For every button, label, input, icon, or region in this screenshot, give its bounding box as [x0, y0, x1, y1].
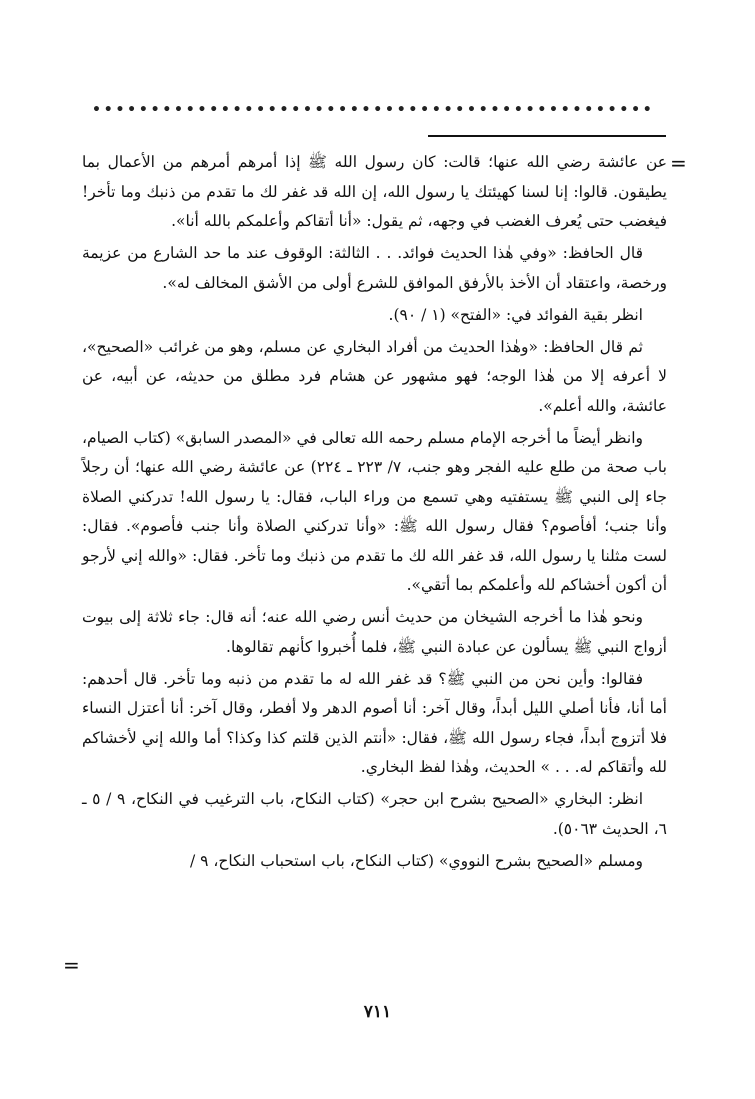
continuation-mark-bottom: = [63, 953, 80, 977]
paragraph: انظر: البخاري «الصحيح بشرح ابن حجر» (كتاب النكاح، باب الترغيب في النكاح، ٩ / ٥ ـ ٦، الحديث ٥٠٦٣). [82, 790, 667, 838]
separator-dot: • [408, 102, 418, 118]
paragraph: قال الحافظ: «وفي هٰذا الحديث فوائد. . . الثالثة: الوقوف عند ما حد الشارع من عزيمة ورخصة، واعتقاد أن الأخذ بالأرفق الموافق للشرع أولى من الأشق المخالف له». [82, 244, 667, 292]
separator-dot: • [584, 102, 594, 118]
separator-dot: • [220, 102, 230, 118]
page-number: ٧١١ [363, 1002, 392, 1022]
separator-dot: • [291, 102, 301, 118]
separator-dot: • [607, 102, 617, 118]
separator-dot: • [197, 102, 207, 118]
separator-dot: • [174, 102, 183, 118]
separator-dot: • [209, 102, 219, 118]
separator-dot: • [373, 102, 383, 118]
separator-dot: • [549, 102, 558, 118]
paragraph: فقالوا: وأين نحن من النبي ﷺ؟ قد غفر الله له ما تقدم من ذنبه وما تأخر. قال أحدهم: أما أنا، فأنا أصلي الليل أبداً، وقال آخر: أنا أصوم الدهر ولا أفطر، وقال آخر: أنا أعتزل النساء فلا أتزوج أبداً، فجاء رسول الله ﷺ، فقال: «أنتم الذين قلتم كذا وكذا؟ أما والله إني لأخشاكم لله وأتقاكم له. . . » الحديث، وهٰذا لفظ البخاري. [82, 669, 667, 776]
separator-dot: • [525, 102, 535, 118]
paragraph: ثم قال الحافظ: «وهٰذا الحديث من أفراد البخاري عن مسلم، وهو من غرائب «الصحيح»، لا أعرفه إلا من هٰذا الوجه؛ فهو مشهور عن هشام فرد مطلق من حديثه، عن أبيه، عن عائشة، والله أعلم». [82, 337, 667, 415]
separator-dot: • [127, 102, 137, 118]
paragraph: وانظر أيضاً ما أخرجه الإمام مسلم رحمه الله تعالى في «المصدر السابق» (كتاب الصيام، باب صحة من طلع عليه الفجر وهو جنب، ٧/ ٢٢٣ ـ ٢٢٤) عن عائشة رضي الله عنها؛ أن رجلاً جاء إلى النبي ﷺ يستفتيه وهي تسمع من وراء الباب، فقال: يا رسول الله! تدركني الصلاة وأنا جنب؛ أفأصوم؟ فقال رسول الله ﷺ: «وأنا تدركني الصلاة وأنا جنب فأصوم». فقال: لست مثلنا يا رسول الله، قد غفر الله لك ما تقدم من ذنبك وما تأخر. فقال: «والله إني لأرجو أن أكون أخشاكم لله وأعلمكم بما أتقي». [82, 428, 667, 594]
footnote-rule [428, 135, 666, 137]
separator-dot: • [162, 102, 172, 118]
separator-dot: • [502, 102, 512, 118]
separator-dot: • [443, 102, 453, 118]
separator-dot: • [490, 102, 500, 118]
separator-dot: • [478, 102, 488, 118]
separator-dot: • [279, 102, 289, 118]
separator-dot: • [314, 102, 324, 118]
separator-dot: • [103, 102, 113, 118]
separator-dot: • [92, 102, 101, 118]
separator-dot: • [232, 102, 242, 118]
separator-dot: • [455, 102, 465, 118]
separator-dot: • [115, 102, 125, 118]
paragraph: ومسلم «الصحيح بشرح النووي» (كتاب النكاح، باب استحباب النكاح، ٩ / [189, 851, 643, 870]
separator-dot: • [326, 102, 336, 118]
separator-dot: • [642, 102, 652, 118]
separator-dot: • [138, 102, 148, 118]
separator-dot: • [560, 102, 570, 118]
footnote-text [82, 148, 667, 879]
separator-dot: • [595, 102, 605, 118]
separator-dot: • [256, 102, 266, 118]
separator-dot: • [467, 102, 476, 118]
separator-dot: • [420, 102, 430, 118]
separator-dot: • [244, 102, 254, 118]
paragraph: ونحو هٰذا ما أخرجه الشيخان من حديث أنس رضي الله عنه؛ أنه قال: جاء ثلاثة إلى بيوت أزواج النبي ﷺ يسألون عن عبادة النبي ﷺ، فلما أُخبروا كأنهم تقالوها. [82, 608, 667, 656]
dotted-separator [92, 102, 652, 122]
separator-dot: • [513, 102, 523, 118]
separator-dot: • [384, 102, 394, 118]
paragraph: عن عائشة رضي الله عنها؛ قالت: كان رسول الله ﷺ إذا أمرهم أمرهم من الأعمال بما يطيقون. قالوا: إنا لسنا كهيئتك يا رسول الله، إن الله قد غفر لك ما تقدم من ذنبك وما تأخر! فيغضب حتى يُعرف الغضب في وجهه، ثم يقول: «أنا أتقاكم وأعلمكم بالله أنا». [82, 153, 667, 230]
separator-dot: • [537, 102, 547, 118]
continuation-mark-top: = [670, 151, 687, 175]
separator-dot: • [150, 102, 160, 118]
separator-dot: • [302, 102, 312, 118]
separator-dot: • [185, 102, 195, 118]
separator-dot: • [338, 102, 348, 118]
separator-dot: • [361, 102, 371, 118]
separator-dot: • [619, 102, 629, 118]
paragraph: انظر بقية الفوائد في: «الفتح» (١ / ٩٠). [388, 305, 643, 324]
separator-dot: • [267, 102, 277, 118]
separator-dot: • [431, 102, 441, 118]
separator-dot: • [631, 102, 641, 118]
separator-dot: • [349, 102, 359, 118]
separator-dot: • [396, 102, 406, 118]
separator-dot: • [572, 102, 582, 118]
